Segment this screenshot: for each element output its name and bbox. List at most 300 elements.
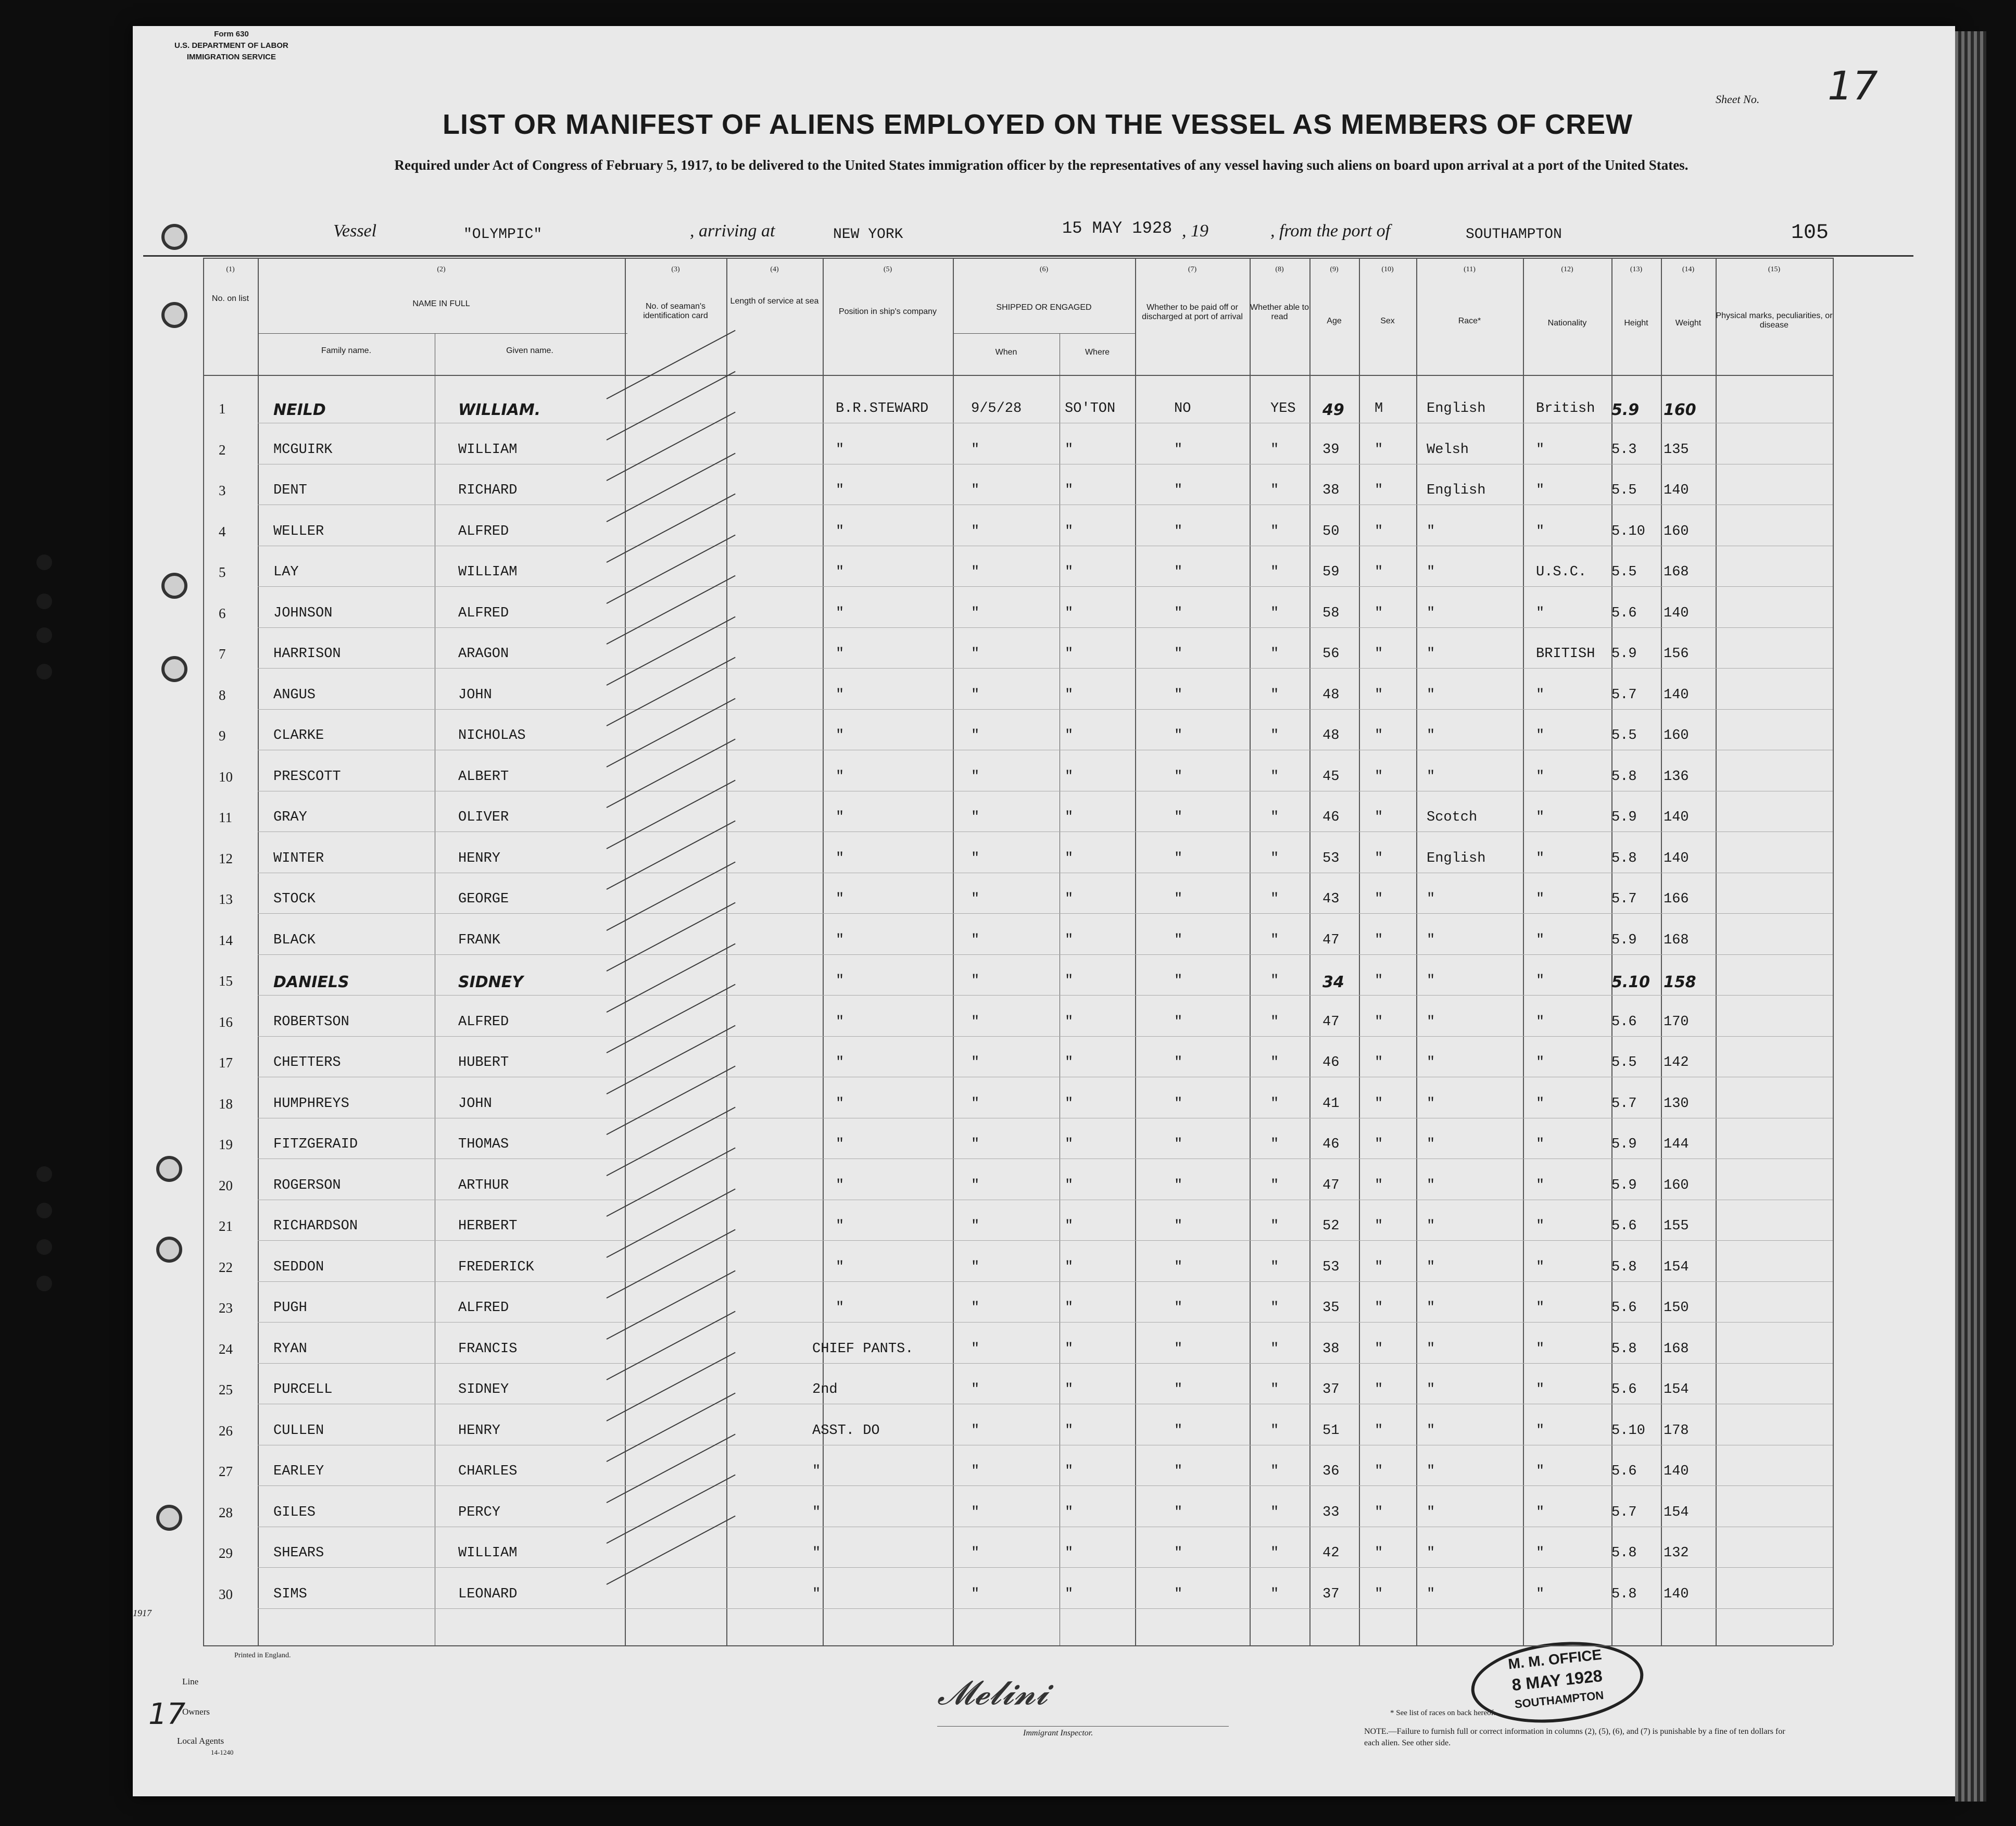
height-cell: 5.10 [1611, 1422, 1645, 1439]
weight-cell: 140 [1664, 1586, 1689, 1602]
sex-cell: " [1375, 1464, 1383, 1479]
sex-cell: " [1375, 891, 1383, 907]
height-cell: 5.5 [1611, 564, 1637, 580]
age-cell: 50 [1322, 523, 1340, 539]
age-cell: 38 [1322, 483, 1340, 498]
column-number: (12) [1561, 266, 1573, 273]
row-number: 20 [219, 1177, 233, 1193]
height-cell: 5.6 [1611, 1014, 1637, 1030]
shipped-where-cell: " [1065, 442, 1074, 458]
nationality-cell: " [1536, 1218, 1545, 1234]
position-cell: " [836, 1177, 845, 1193]
height-cell: 5.9 [1611, 932, 1637, 948]
race-cell: " [1427, 687, 1435, 703]
family-name-cell: WINTER [273, 850, 324, 866]
row-number: 10 [219, 769, 233, 785]
race-cell: " [1427, 564, 1435, 580]
position-cell: " [836, 932, 845, 948]
column-header-sex: Sex [1380, 317, 1395, 325]
age-cell: 37 [1322, 1382, 1340, 1397]
weight-cell: 140 [1664, 810, 1689, 825]
height-cell: 5.9 [1611, 401, 1640, 419]
form-identifier [174, 29, 288, 63]
paid-off-cell: " [1174, 1341, 1183, 1357]
height-cell: 5.9 [1611, 810, 1637, 825]
sex-cell: " [1375, 1259, 1383, 1275]
height-cell: 5.6 [1611, 1300, 1637, 1316]
given-name-cell: WILLIAM [458, 1545, 518, 1561]
height-cell: 5.6 [1611, 1464, 1637, 1479]
able-read-cell: " [1270, 850, 1279, 866]
able-read-cell: " [1270, 1341, 1279, 1357]
shipped-where-cell: " [1065, 605, 1074, 621]
nationality-cell: " [1536, 769, 1545, 785]
weight-cell: 168 [1664, 564, 1689, 580]
age-cell: 58 [1322, 605, 1340, 621]
shipped-when-cell: " [971, 564, 980, 580]
paid-off-cell: " [1174, 687, 1183, 703]
family-name-cell: HUMPHREYS [273, 1095, 349, 1112]
family-name-cell: PURCELL [273, 1382, 333, 1397]
sex-cell: " [1375, 1218, 1383, 1234]
given-name-cell: PERCY [458, 1504, 501, 1520]
race-cell: " [1427, 932, 1435, 948]
able-read-cell: " [1270, 769, 1279, 785]
weight-cell: 130 [1664, 1095, 1689, 1112]
height-cell: 5.9 [1611, 646, 1637, 662]
nationality-cell: U.S.C. [1536, 564, 1587, 580]
position-cell: " [836, 564, 845, 580]
nationality-cell: " [1536, 1095, 1545, 1112]
age-cell: 41 [1322, 1095, 1340, 1112]
paid-off-cell: " [1174, 1382, 1183, 1397]
given-name-cell: ARAGON [458, 646, 509, 662]
stamp-date: 8 MAY 1928 [1510, 1666, 1604, 1695]
sex-cell: " [1375, 932, 1383, 948]
paid-off-cell: " [1174, 646, 1183, 662]
paid-off-cell: " [1174, 1259, 1183, 1275]
age-cell: 39 [1322, 442, 1340, 458]
column-header-no: No. on list [211, 294, 249, 303]
height-cell: 5.9 [1611, 1177, 1637, 1193]
column-number: (13) [1630, 266, 1643, 273]
column-number: (11) [1464, 266, 1476, 273]
table-row [203, 1581, 1833, 1622]
age-cell: 46 [1322, 1137, 1340, 1152]
column-number: (4) [770, 266, 779, 273]
given-name-cell: HENRY [458, 1422, 501, 1439]
family-name-cell: RYAN [273, 1341, 307, 1357]
position-cell: 2nd [812, 1382, 838, 1397]
nationality-cell: " [1536, 1137, 1545, 1152]
sex-cell: " [1375, 1095, 1383, 1112]
column-number: (8) [1275, 266, 1284, 273]
family-name-cell: MCGUIRK [273, 442, 333, 458]
given-name-cell: WILLIAM [458, 442, 518, 458]
paid-off-cell: " [1174, 1055, 1183, 1071]
given-name-cell: JOHN [458, 1095, 492, 1112]
race-cell: English [1427, 850, 1486, 866]
able-read-cell: " [1270, 1095, 1279, 1112]
nationality-cell: " [1536, 973, 1545, 989]
table-row [203, 1500, 1833, 1541]
sex-cell: " [1375, 1300, 1383, 1316]
race-cell: " [1427, 1586, 1435, 1602]
shipped-when-cell: " [971, 1177, 980, 1193]
sex-cell: " [1375, 1382, 1383, 1397]
able-read-cell: " [1270, 1137, 1279, 1152]
shipped-where-cell: " [1065, 1586, 1074, 1602]
column-header-height: Height [1624, 319, 1648, 328]
table-row [203, 804, 1833, 846]
shipped-when-cell: " [971, 973, 980, 989]
height-cell: 5.8 [1611, 1586, 1637, 1602]
given-name-cell: FRANK [458, 932, 501, 948]
column-number: (15) [1768, 266, 1781, 273]
given-name-cell: ARTHUR [458, 1177, 509, 1193]
stamp-location: SOUTHAMPTON [1514, 1688, 1605, 1711]
binder-hole [36, 627, 52, 643]
nationality-cell: " [1536, 891, 1545, 907]
shipped-when-cell: " [971, 483, 980, 498]
column-header-age: Age [1327, 317, 1342, 325]
family-name-cell: HARRISON [273, 646, 341, 662]
family-name-cell: ROGERSON [273, 1177, 341, 1193]
sex-cell: " [1375, 728, 1383, 744]
given-name-cell: LEONARD [458, 1586, 518, 1602]
row-number: 30 [219, 1586, 233, 1602]
age-cell: 53 [1322, 1259, 1340, 1275]
row-number: 24 [219, 1341, 233, 1357]
paid-off-cell: " [1174, 1218, 1183, 1234]
weight-cell: 150 [1664, 1300, 1689, 1316]
table-row [203, 1336, 1833, 1377]
nationality-cell: " [1536, 1464, 1545, 1479]
family-name-cell: DENT [273, 483, 307, 498]
handwritten-sheet-number: 17 [148, 1697, 186, 1731]
weight-cell: 132 [1664, 1545, 1689, 1561]
table-row [203, 1377, 1833, 1418]
height-cell: 5.7 [1611, 1095, 1637, 1112]
paid-off-cell: " [1174, 1422, 1183, 1439]
able-read-cell: " [1270, 1055, 1279, 1071]
age-cell: 48 [1322, 728, 1340, 744]
height-cell: 5.7 [1611, 891, 1637, 907]
shipped-when-cell: " [971, 687, 980, 703]
position-cell: " [836, 687, 845, 703]
column-header-physical: Physical marks, peculiarities, or disease [1716, 311, 1833, 330]
table-row [203, 723, 1833, 764]
row-number: 5 [219, 564, 226, 580]
sex-cell: " [1375, 646, 1383, 662]
family-name-cell: CULLEN [273, 1422, 324, 1439]
table-row [203, 1295, 1833, 1336]
age-cell: 51 [1322, 1422, 1340, 1439]
paid-off-cell: " [1174, 769, 1183, 785]
position-cell: " [836, 891, 845, 907]
shipped-where-cell: " [1065, 1055, 1074, 1071]
paid-off-cell: " [1174, 442, 1183, 458]
race-cell: " [1427, 1382, 1435, 1397]
shipped-where-cell: " [1065, 850, 1074, 866]
age-cell: 47 [1322, 1014, 1340, 1030]
table-row [203, 559, 1833, 600]
able-read-cell: " [1270, 1382, 1279, 1397]
table-row [203, 1540, 1833, 1581]
race-cell: " [1427, 1504, 1435, 1520]
family-name-cell: GILES [273, 1504, 316, 1520]
paid-off-cell: " [1174, 728, 1183, 744]
race-cell: " [1427, 769, 1435, 785]
position-cell: " [836, 1095, 845, 1112]
punch-hole [161, 302, 187, 328]
shipped-where-cell: " [1065, 1545, 1074, 1561]
binder-hole [36, 1203, 52, 1218]
column-header-paid-off: Whether to be paid off or discharged at port of arrival [1142, 303, 1243, 321]
family-name-cell: WELLER [273, 523, 324, 539]
row-number: 19 [219, 1137, 233, 1152]
row-number: 23 [219, 1300, 233, 1316]
sex-cell: " [1375, 442, 1383, 458]
table-row [203, 477, 1833, 519]
height-cell: 5.8 [1611, 1545, 1637, 1561]
shipped-when-cell: " [971, 1504, 980, 1520]
weight-cell: 166 [1664, 891, 1689, 907]
column-number: (14) [1682, 266, 1695, 273]
weight-cell: 144 [1664, 1137, 1689, 1152]
given-name-cell: WILLIAM. [458, 401, 541, 419]
shipped-where-cell: " [1065, 1504, 1074, 1520]
weight-cell: 178 [1664, 1422, 1689, 1439]
row-number: 28 [219, 1504, 233, 1520]
shipped-when-cell: " [971, 605, 980, 621]
weight-cell: 140 [1664, 687, 1689, 703]
age-cell: 33 [1322, 1504, 1340, 1520]
column-number: (7) [1188, 266, 1197, 273]
able-read-cell: " [1270, 1177, 1279, 1193]
arriving-label: , arriving at [690, 221, 775, 241]
given-name-cell: HENRY [458, 850, 501, 866]
shipped-where-cell: " [1065, 769, 1074, 785]
height-cell: 5.6 [1611, 605, 1637, 621]
shipped-where-cell: " [1065, 1300, 1074, 1316]
position-cell: " [836, 646, 845, 662]
given-name-cell: FRANCIS [458, 1341, 518, 1357]
table-row [203, 968, 1833, 1009]
paid-off-cell: " [1174, 1177, 1183, 1193]
height-cell: 5.8 [1611, 769, 1637, 785]
paid-off-cell: " [1174, 932, 1183, 948]
position-cell: " [836, 850, 845, 866]
family-name-cell: LAY [273, 564, 299, 580]
age-cell: 48 [1322, 687, 1340, 703]
shipped-where-cell: " [1065, 1137, 1074, 1152]
paid-off-cell: " [1174, 1504, 1183, 1520]
table-row [203, 437, 1833, 478]
sex-cell: " [1375, 810, 1383, 825]
weight-cell: 140 [1664, 605, 1689, 621]
given-name-cell: THOMAS [458, 1137, 509, 1152]
race-cell: " [1427, 1095, 1435, 1112]
shipped-where-cell: " [1065, 564, 1074, 580]
shipped-where-cell: " [1065, 483, 1074, 498]
family-name-cell: SEDDON [273, 1259, 324, 1275]
sex-cell: " [1375, 1055, 1383, 1071]
nationality-cell: BRITISH [1536, 646, 1595, 662]
paid-off-cell: " [1174, 1095, 1183, 1112]
row-number: 6 [219, 605, 226, 621]
age-cell: 46 [1322, 810, 1340, 825]
binder-hole [36, 555, 52, 570]
position-cell: CHIEF PANTS. [812, 1341, 914, 1357]
shipped-when-cell: " [971, 1218, 980, 1234]
family-name-cell: EARLEY [273, 1464, 324, 1479]
table-row [203, 519, 1833, 560]
document-subtitle: Required under Act of Congress of February 5, 1917, to be delivered to the United States immigration officer by the representatives of any vessel having such aliens on board upon arrival at a port of the United States. [394, 157, 1689, 173]
race-cell: Welsh [1427, 442, 1469, 458]
row-number: 4 [219, 523, 226, 539]
binder-hole [36, 1276, 52, 1291]
shipped-where-cell: " [1065, 1177, 1074, 1193]
age-cell: 38 [1322, 1341, 1340, 1357]
table-row [203, 600, 1833, 641]
table-row [203, 1458, 1833, 1500]
age-cell: 43 [1322, 891, 1340, 907]
weight-cell: 158 [1664, 973, 1696, 991]
able-read-cell: " [1270, 728, 1279, 744]
paid-off-cell: " [1174, 564, 1183, 580]
shipped-when-cell: " [971, 1259, 980, 1275]
from-port-label: , from the port of [1270, 221, 1391, 241]
age-cell: 36 [1322, 1464, 1340, 1479]
punch-hole [156, 1237, 182, 1263]
sex-cell: M [1375, 401, 1383, 417]
binder-hole [36, 1166, 52, 1182]
shipped-when-cell: " [971, 1137, 980, 1152]
column-header-given-name: Given name. [506, 346, 553, 355]
position-cell: " [836, 523, 845, 539]
row-number: 16 [219, 1014, 233, 1030]
position-cell: " [812, 1504, 821, 1520]
race-cell: " [1427, 1422, 1435, 1439]
race-cell: " [1427, 605, 1435, 621]
shipped-where-cell: " [1065, 973, 1074, 989]
given-name-cell: FREDERICK [458, 1259, 534, 1275]
given-name-cell: ALFRED [458, 523, 509, 539]
weight-cell: 140 [1664, 1464, 1689, 1479]
binder-hole [36, 594, 52, 609]
column-header-race: Race* [1458, 317, 1481, 325]
family-name-cell: GRAY [273, 810, 307, 825]
row-number: 12 [219, 850, 233, 866]
nationality-cell: " [1536, 523, 1545, 539]
position-cell: B.R.STEWARD [836, 401, 929, 417]
race-cell: " [1427, 523, 1435, 539]
shipped-where-cell: " [1065, 1259, 1074, 1275]
shipped-when-cell: " [971, 728, 980, 744]
shipped-when-cell: " [971, 850, 980, 866]
row-number: 2 [219, 442, 226, 458]
race-cell: " [1427, 1300, 1435, 1316]
table-row [203, 682, 1833, 723]
race-cell: English [1427, 401, 1486, 417]
column-number: (10) [1381, 266, 1394, 273]
column-header-shipped: SHIPPED OR ENGAGED [996, 303, 1092, 312]
shipped-when-cell: " [971, 1586, 980, 1602]
able-read-cell: " [1270, 687, 1279, 703]
position-cell: " [812, 1545, 821, 1561]
row-number: 17 [219, 1055, 233, 1071]
row-number: 25 [219, 1382, 233, 1397]
race-cell: " [1427, 1259, 1435, 1275]
position-cell: " [836, 769, 845, 785]
family-name-cell: RICHARDSON [273, 1218, 358, 1234]
column-header-family-name: Family name. [321, 346, 372, 355]
shipped-where-cell: " [1065, 1218, 1074, 1234]
arrival-date-stamp: 15 MAY 1928 [1062, 219, 1173, 238]
nationality-cell: " [1536, 1586, 1545, 1602]
race-cell: " [1427, 646, 1435, 662]
sex-cell: " [1375, 973, 1383, 989]
able-read-cell: " [1270, 1504, 1279, 1520]
weight-cell: 154 [1664, 1259, 1689, 1275]
binder-hole [36, 1239, 52, 1255]
column-number: (6) [1039, 266, 1049, 273]
height-cell: 5.5 [1611, 728, 1637, 744]
family-name-cell: ANGUS [273, 687, 316, 703]
race-cell: " [1427, 1055, 1435, 1071]
table-row [203, 1131, 1833, 1173]
nationality-cell: British [1536, 401, 1595, 417]
sex-cell: " [1375, 1014, 1383, 1030]
punch-hole [161, 224, 187, 250]
nationality-cell: " [1536, 932, 1545, 948]
family-name-cell: SIMS [273, 1586, 307, 1602]
position-cell: " [836, 483, 845, 498]
year-label: , 19 [1182, 221, 1208, 241]
position-cell: " [836, 728, 845, 744]
able-read-cell: " [1270, 1422, 1279, 1439]
shipped-where-cell: " [1065, 1464, 1074, 1479]
race-cell: " [1427, 1341, 1435, 1357]
age-cell: 37 [1322, 1586, 1340, 1602]
given-name-cell: GEORGE [458, 891, 509, 907]
shipped-where-cell: " [1065, 891, 1074, 907]
position-cell: " [836, 1014, 845, 1030]
race-cell: " [1427, 1464, 1435, 1479]
sex-cell: " [1375, 850, 1383, 866]
given-name-cell: JOHN [458, 687, 492, 703]
height-cell: 5.7 [1611, 687, 1637, 703]
paid-off-cell: " [1174, 1586, 1183, 1602]
binder-hole [36, 664, 52, 679]
nationality-cell: " [1536, 1341, 1545, 1357]
table-row [203, 1418, 1833, 1459]
table-row [203, 764, 1833, 805]
column-number: (3) [671, 266, 680, 273]
weight-cell: 160 [1664, 1177, 1689, 1193]
paid-off-cell: NO [1174, 401, 1191, 417]
shipped-when-cell: 9/5/28 [971, 401, 1022, 417]
shipped-when-cell: " [971, 1545, 980, 1561]
column-header-when: When [995, 348, 1017, 357]
column-number: (1) [226, 266, 235, 273]
punch-hole [161, 573, 187, 599]
race-cell: " [1427, 891, 1435, 907]
shipped-where-cell: " [1065, 728, 1074, 744]
position-cell: " [836, 605, 845, 621]
family-name-cell: STOCK [273, 891, 316, 907]
